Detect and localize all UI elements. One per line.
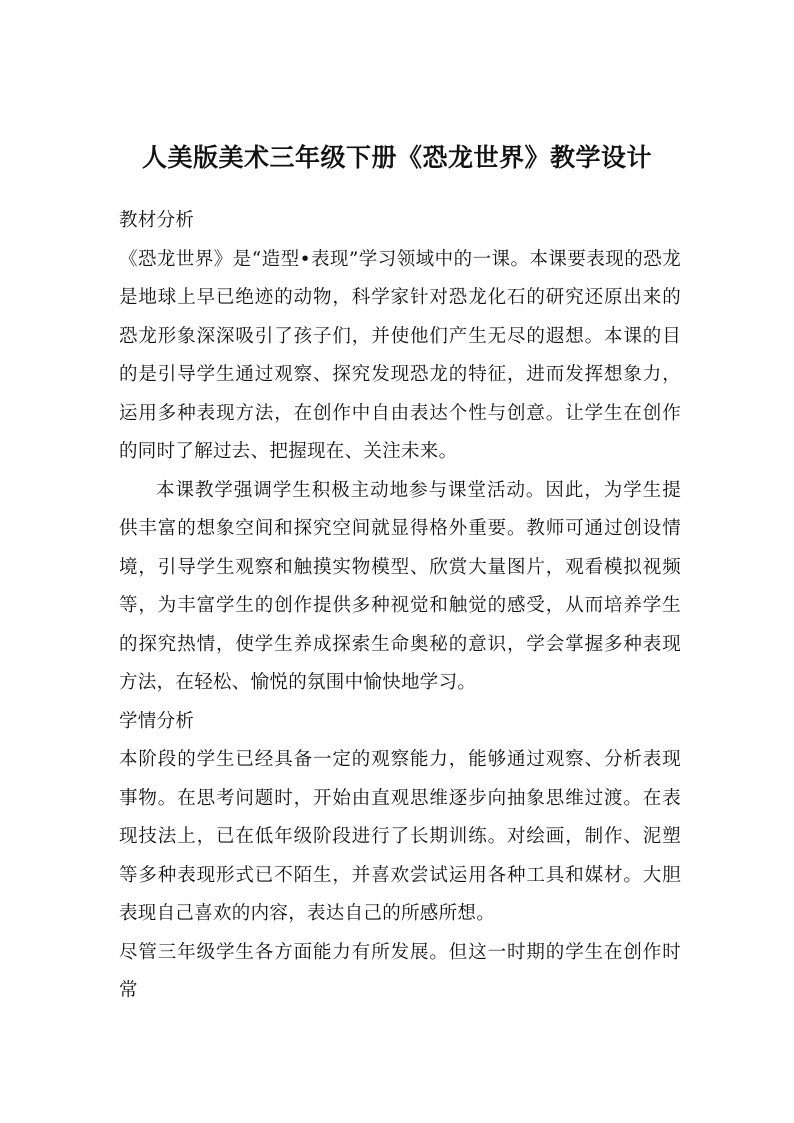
document-title: 人美版美术三年级下册《恐龙世界》教学设计 [141, 143, 652, 172]
document-body [119, 202, 681, 1011]
paragraph-student-ability: 本阶段的学生已经具备一定的观察能力，能够通过观察、分析表现事物。在思考问题时，开始由直观思维逐步向抽象思维过渡。在表现技法上，已在低年级阶段进行了长期训练。对绘画，制作、泥塑等多种表现形式已不陌生，并喜欢尝试运用各种工具和媒材。大胆表现自己喜欢的内容，表达自己的所感所想。 [119, 749, 681, 924]
section-heading-student-analysis: 学情分析 [119, 710, 195, 732]
paragraph-student-limitations: 尽管三年级学生各方面能力有所发展。但这一时期的学生在创作时常 [119, 941, 681, 1001]
paragraph-textbook-intro: 《恐龙世界》是“造型•表现”学习领域中的一课。本课要表现的恐龙是地球上早已绝迹的动物，科学家针对恐龙化石的研究还原出来的恐龙形象深深吸引了孩子们，并使他们产生无尽的遐想。本课的目的是引导学生通过观察、探究发现恐龙的特征，进而发挥想象力，运用多种表现方法，在创作中自由表达个性与创意。让学生在创作的同时了解过去、把握现在、关注未来。 [119, 248, 681, 462]
paragraph-teaching-emphasis: 本课教学强调学生积极主动地参与课堂活动。因此，为学生提供丰富的想象空间和探究空间就显得格外重要。教师可通过创设情境，引导学生观察和触摸实物模型、欣赏大量图片，观看模拟视频等，为丰富学生的创作提供多种视觉和触觉的感受，从而培养学生的探究热情，使学生养成探索生命奥秘的意识，学会掌握多种表现方法，在轻松、愉悦的氛围中愉快地学习。 [119, 479, 681, 693]
section-heading-textbook-analysis: 教材分析 [119, 210, 195, 231]
